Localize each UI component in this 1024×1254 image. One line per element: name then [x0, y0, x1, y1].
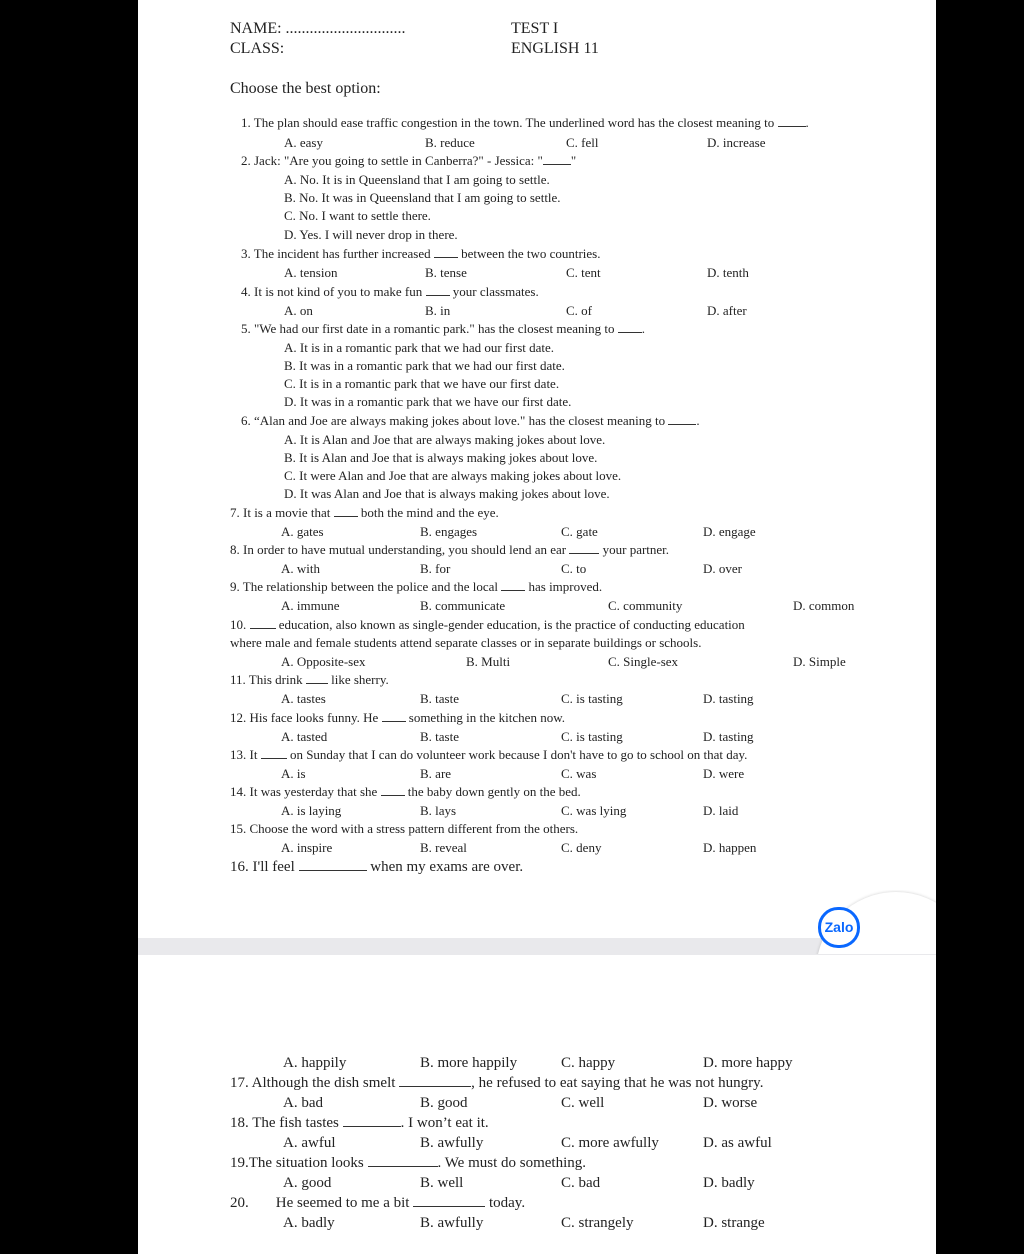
q19-option-c: C. bad [561, 1175, 601, 1191]
q2-option-c: C. No. I want to settle there. [284, 208, 431, 223]
question-3: 3. The incident has further increased between the two countries. [241, 246, 601, 261]
q10-option-d: D. Simple [793, 654, 846, 669]
question-7: 7. It is a movie that both the mind and the eye. [230, 505, 499, 520]
q10-option-b: B. Multi [466, 654, 511, 669]
question-10-line-2: where male and female students attend separate classes or in separate buildings or schools. [230, 635, 702, 650]
q9-option-a: A. immune [281, 598, 340, 613]
q4-option-d: D. after [707, 303, 747, 318]
question-18: 18. The fish tastes . I won’t eat it. [230, 1115, 489, 1131]
q19-option-b: B. well [420, 1175, 464, 1191]
q11-option-c: C. is tasting [561, 691, 623, 706]
question-8: 8. In order to have mutual understanding, you should lend an ear your partner. [230, 542, 670, 557]
q15-option-d: D. happen [703, 840, 757, 855]
q2-option-d: D. Yes. I will never drop in there. [284, 227, 458, 242]
q13-option-b: B. are [420, 766, 452, 781]
q6-option-d: D. It was Alan and Joe that is always making jokes about love. [284, 486, 610, 501]
q1-option-b: B. reduce [425, 135, 475, 150]
q12-option-c: C. is tasting [561, 729, 623, 744]
q1-option-d: D. increase [707, 135, 766, 150]
question-2: 2. Jack: "Are you going to settle in Canberra?" - Jessica: " " [241, 153, 577, 168]
q5-option-d: D. It was in a romantic park that we have our first date. [284, 394, 572, 409]
q19-option-a: A. good [283, 1175, 332, 1191]
q17-option-c: C. well [561, 1095, 605, 1111]
question-11: 11. This drink like sherry. [230, 672, 389, 687]
q7-option-a: A. gates [281, 524, 324, 539]
name-label: NAME: .............................. [230, 20, 406, 37]
q5-option-c: C. It is in a romantic park that we have our first date. [284, 376, 560, 391]
q3-option-c: C. tent [566, 265, 601, 280]
q6-option-b: B. It is Alan and Joe that is always making jokes about love. [284, 450, 598, 465]
q8-option-c: C. to [561, 561, 587, 576]
question-10: 10. education, also known as single-gender education, is the practice of conducting education [230, 617, 745, 632]
q14-option-c: C. was lying [561, 803, 627, 818]
question-6: 6. “Alan and Joe are always making jokes about love." has the closest meaning to . [241, 413, 700, 428]
q2-option-b: B. No. It was in Queensland that I am going to settle. [284, 190, 561, 205]
q15-option-a: A. inspire [281, 840, 333, 855]
q8-option-b: B. for [420, 561, 451, 576]
q6-option-c: C. It were Alan and Joe that are always making jokes about love. [284, 468, 622, 483]
question-17: 17. Although the dish smelt , he refused to eat saying that he was not hungry. [230, 1075, 764, 1091]
document-page-1 [138, 0, 936, 938]
q20-option-b: B. awfully [420, 1215, 484, 1231]
q15-option-b: B. reveal [420, 840, 467, 855]
question-4: 4. It is not kind of you to make fun your classmates. [241, 284, 539, 299]
q11-option-b: B. taste [420, 691, 459, 706]
instruction: Choose the best option: [230, 80, 381, 97]
q5-option-a: A. It is in a romantic park that we had our first date. [284, 340, 555, 355]
q12-option-b: B. taste [420, 729, 459, 744]
q13-option-c: C. was [561, 766, 597, 781]
q15-option-c: C. deny [561, 840, 602, 855]
q13-option-a: A. is [281, 766, 306, 781]
q14-option-b: B. lays [420, 803, 457, 818]
q3-option-d: D. tenth [707, 265, 749, 280]
question-15: 15. Choose the word with a stress pattern different from the others. [230, 821, 579, 836]
q13-option-d: D. were [703, 766, 745, 781]
q7-option-c: C. gate [561, 524, 598, 539]
q4-option-c: C. of [566, 303, 592, 318]
question-20: 20. He seemed to me a bit today. [230, 1195, 526, 1211]
document-page-2 [138, 955, 936, 1254]
q4-option-b: B. in [425, 303, 451, 318]
question-14: 14. It was yesterday that she the baby down gently on the bed. [230, 784, 581, 799]
question-16: 16. I'll feel when my exams are over. [230, 859, 524, 875]
subject-label: ENGLISH 11 [511, 40, 599, 57]
q16-option-c: C. happy [561, 1055, 616, 1071]
q8-option-d: D. over [703, 561, 742, 576]
q17-option-d: D. worse [703, 1095, 758, 1111]
q14-option-d: D. laid [703, 803, 739, 818]
q17-option-b: B. good [420, 1095, 468, 1111]
q14-option-a: A. is laying [281, 803, 342, 818]
test-label: TEST I [511, 20, 559, 37]
q12-option-a: A. tasted [281, 729, 328, 744]
q16-option-a: A. happily [283, 1055, 347, 1071]
q19-option-d: D. badly [703, 1175, 755, 1191]
q4-option-a: A. on [284, 303, 313, 318]
zalo-widget[interactable] [806, 890, 936, 954]
q9-option-c: C. community [608, 598, 683, 613]
question-12: 12. His face looks funny. He something in the kitchen now. [230, 710, 565, 725]
q7-option-b: B. engages [420, 524, 478, 539]
q1-option-c: C. fell [566, 135, 599, 150]
q6-option-a: A. It is Alan and Joe that are always making jokes about love. [284, 432, 606, 447]
q18-option-c: C. more awfully [561, 1135, 659, 1151]
q9-option-b: B. communicate [420, 598, 506, 613]
q8-option-a: A. with [281, 561, 320, 576]
q10-option-c: C. Single-sex [608, 654, 679, 669]
q7-option-d: D. engage [703, 524, 756, 539]
q20-option-c: C. strangely [561, 1215, 634, 1231]
question-13: 13. It on Sunday that I can do volunteer work because I don't have to go to school on that day. [230, 747, 748, 762]
q12-option-d: D. tasting [703, 729, 754, 744]
q1-option-a: A. easy [284, 135, 323, 150]
question-19: 19.The situation looks . We must do something. [230, 1155, 587, 1171]
q20-option-a: A. badly [283, 1215, 335, 1231]
q18-option-b: B. awfully [420, 1135, 484, 1151]
q9-option-d: D. common [793, 598, 855, 613]
q16-option-d: D. more happy [703, 1055, 793, 1071]
zalo-icon[interactable]: Zalo [818, 907, 860, 948]
q11-option-a: A. tastes [281, 691, 326, 706]
q18-option-a: A. awful [283, 1135, 336, 1151]
question-5: 5. "We had our first date in a romantic park." has the closest meaning to . [241, 321, 645, 336]
class-label: CLASS: [230, 40, 285, 57]
q11-option-d: D. tasting [703, 691, 754, 706]
q2-option-a: A. No. It is in Queensland that I am going to settle. [284, 172, 550, 187]
question-1: 1. The plan should ease traffic congestion in the town. The underlined word has the closest meaning to . [241, 115, 809, 130]
q17-option-a: A. bad [283, 1095, 323, 1111]
q10-option-a: A. Opposite-sex [281, 654, 366, 669]
question-9: 9. The relationship between the police and the local has improved. [230, 579, 603, 594]
q18-option-d: D. as awful [703, 1135, 772, 1151]
q5-option-b: B. It was in a romantic park that we had our first date. [284, 358, 565, 373]
q3-option-a: A. tension [284, 265, 338, 280]
q20-option-d: D. strange [703, 1215, 765, 1231]
q3-option-b: B. tense [425, 265, 467, 280]
q16-option-b: B. more happily [420, 1055, 518, 1071]
